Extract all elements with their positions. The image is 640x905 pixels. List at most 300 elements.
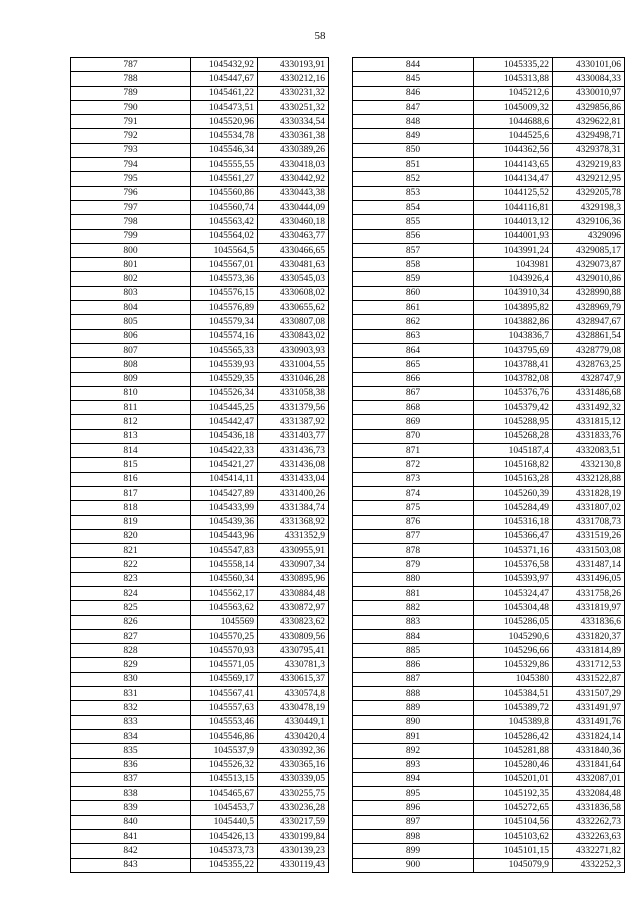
x-coordinate-cell: 1045335,22 xyxy=(474,58,553,72)
point-number-cell: 814 xyxy=(71,444,191,458)
y-coordinate-cell: 4330236,28 xyxy=(258,801,329,815)
x-coordinate-cell: 1045380 xyxy=(474,672,553,686)
point-number-cell: 819 xyxy=(71,515,191,529)
table-row xyxy=(353,615,625,629)
table-row xyxy=(71,458,329,472)
point-number-cell: 816 xyxy=(71,472,191,486)
point-number-cell: 883 xyxy=(353,615,474,629)
x-coordinate-cell: 1045103,62 xyxy=(474,830,553,844)
table-row xyxy=(71,429,329,443)
y-coordinate-cell: 4331708,73 xyxy=(553,515,625,529)
x-coordinate-cell: 1045558,14 xyxy=(191,558,258,572)
point-number-cell: 839 xyxy=(71,801,191,815)
x-coordinate-cell: 1045379,42 xyxy=(474,401,553,415)
table-row xyxy=(71,715,329,729)
point-number-cell: 852 xyxy=(353,172,474,186)
x-coordinate-cell: 1045567,01 xyxy=(191,258,258,272)
x-coordinate-cell: 1045442,47 xyxy=(191,415,258,429)
table-row xyxy=(353,629,625,643)
table-row xyxy=(71,658,329,672)
x-coordinate-cell: 1045439,36 xyxy=(191,515,258,529)
table-row xyxy=(353,586,625,600)
x-coordinate-cell: 1045561,27 xyxy=(191,172,258,186)
x-coordinate-cell: 1045101,15 xyxy=(474,844,553,858)
y-coordinate-cell: 4330466,65 xyxy=(258,243,329,257)
y-coordinate-cell: 4329219,83 xyxy=(553,158,625,172)
point-number-cell: 832 xyxy=(71,701,191,715)
point-number-cell: 789 xyxy=(71,86,191,100)
table-row xyxy=(71,601,329,615)
table-row xyxy=(353,801,625,815)
x-coordinate-cell: 1045433,99 xyxy=(191,501,258,515)
y-coordinate-cell: 4330884,48 xyxy=(258,586,329,600)
y-coordinate-cell: 4330955,91 xyxy=(258,544,329,558)
y-coordinate-cell: 4332087,01 xyxy=(553,772,625,786)
table-row xyxy=(353,243,625,257)
y-coordinate-cell: 4330334,54 xyxy=(258,115,329,129)
table-row xyxy=(71,858,329,872)
point-number-cell: 812 xyxy=(71,415,191,429)
table-row xyxy=(71,515,329,529)
y-coordinate-cell: 4330781,3 xyxy=(258,658,329,672)
point-number-cell: 847 xyxy=(353,100,474,114)
x-coordinate-cell: 1045286,42 xyxy=(474,729,553,743)
y-coordinate-cell: 4331368,92 xyxy=(258,515,329,529)
y-coordinate-cell: 4329378,31 xyxy=(553,143,625,157)
table-row xyxy=(353,501,625,515)
table-row xyxy=(71,372,329,386)
table-row xyxy=(353,186,625,200)
y-coordinate-cell: 4328969,79 xyxy=(553,301,625,315)
table-row xyxy=(353,329,625,343)
x-coordinate-cell: 1045529,35 xyxy=(191,372,258,386)
table-row xyxy=(71,129,329,143)
x-coordinate-cell: 1045461,22 xyxy=(191,86,258,100)
point-number-cell: 831 xyxy=(71,687,191,701)
y-coordinate-cell: 4330443,38 xyxy=(258,186,329,200)
y-coordinate-cell: 4330903,93 xyxy=(258,343,329,357)
x-coordinate-cell: 1045104,56 xyxy=(474,815,553,829)
x-coordinate-cell: 1045427,89 xyxy=(191,486,258,500)
point-number-cell: 899 xyxy=(353,844,474,858)
x-coordinate-cell: 1045564,5 xyxy=(191,243,258,257)
y-coordinate-cell: 4331492,32 xyxy=(553,401,625,415)
table-row xyxy=(353,401,625,415)
y-coordinate-cell: 4331833,76 xyxy=(553,429,625,443)
point-number-cell: 790 xyxy=(71,100,191,114)
y-coordinate-cell: 4331387,92 xyxy=(258,415,329,429)
x-coordinate-cell: 1044525,6 xyxy=(474,129,553,143)
table-row xyxy=(71,572,329,586)
x-coordinate-cell: 1045520,96 xyxy=(191,115,258,129)
point-number-cell: 824 xyxy=(71,586,191,600)
table-row xyxy=(353,772,625,786)
y-coordinate-cell: 4331841,64 xyxy=(553,758,625,772)
y-coordinate-cell: 4331503,08 xyxy=(553,544,625,558)
x-coordinate-cell: 1043882,86 xyxy=(474,315,553,329)
x-coordinate-cell: 1045389,72 xyxy=(474,701,553,715)
x-coordinate-cell: 1045414,11 xyxy=(191,472,258,486)
table-row xyxy=(353,858,625,872)
table-row xyxy=(353,544,625,558)
x-coordinate-cell: 1045513,15 xyxy=(191,772,258,786)
y-coordinate-cell: 4330545,03 xyxy=(258,272,329,286)
table-row xyxy=(71,486,329,500)
table-row xyxy=(71,687,329,701)
x-coordinate-cell: 1045547,83 xyxy=(191,544,258,558)
point-number-cell: 813 xyxy=(71,429,191,443)
x-coordinate-cell: 1045389,8 xyxy=(474,715,553,729)
table-row xyxy=(71,615,329,629)
point-number-cell: 826 xyxy=(71,615,191,629)
y-coordinate-cell: 4330444,09 xyxy=(258,200,329,214)
point-number-cell: 833 xyxy=(71,715,191,729)
table-row xyxy=(71,315,329,329)
table-row xyxy=(71,72,329,86)
table-row xyxy=(353,672,625,686)
x-coordinate-cell: 1045574,16 xyxy=(191,329,258,343)
table-row xyxy=(71,401,329,415)
x-coordinate-cell: 1045563,42 xyxy=(191,215,258,229)
table-row xyxy=(71,415,329,429)
x-coordinate-cell: 1045560,86 xyxy=(191,186,258,200)
x-coordinate-cell: 1045384,51 xyxy=(474,687,553,701)
point-number-cell: 835 xyxy=(71,744,191,758)
point-number-cell: 890 xyxy=(353,715,474,729)
table-row xyxy=(71,801,329,815)
point-number-cell: 854 xyxy=(353,200,474,214)
table-row xyxy=(71,444,329,458)
table-row xyxy=(353,830,625,844)
x-coordinate-cell: 1044001,93 xyxy=(474,229,553,243)
point-number-cell: 871 xyxy=(353,444,474,458)
point-number-cell: 898 xyxy=(353,830,474,844)
x-coordinate-cell: 1045316,18 xyxy=(474,515,553,529)
point-number-cell: 836 xyxy=(71,758,191,772)
x-coordinate-cell: 1045422,33 xyxy=(191,444,258,458)
point-number-cell: 882 xyxy=(353,601,474,615)
table-row xyxy=(71,172,329,186)
y-coordinate-cell: 4331433,04 xyxy=(258,472,329,486)
point-number-cell: 801 xyxy=(71,258,191,272)
x-coordinate-cell: 1045546,86 xyxy=(191,729,258,743)
y-coordinate-cell: 4330361,38 xyxy=(258,129,329,143)
point-number-cell: 838 xyxy=(71,787,191,801)
point-number-cell: 893 xyxy=(353,758,474,772)
point-number-cell: 862 xyxy=(353,315,474,329)
point-number-cell: 869 xyxy=(353,415,474,429)
point-number-cell: 891 xyxy=(353,729,474,743)
x-coordinate-cell: 1045570,93 xyxy=(191,644,258,658)
point-number-cell: 817 xyxy=(71,486,191,500)
table-row xyxy=(71,729,329,743)
x-coordinate-cell: 1045553,46 xyxy=(191,715,258,729)
table-row xyxy=(353,115,625,129)
y-coordinate-cell: 4330420,4 xyxy=(258,729,329,743)
table-row xyxy=(71,529,329,543)
x-coordinate-cell: 1045571,05 xyxy=(191,658,258,672)
point-number-cell: 853 xyxy=(353,186,474,200)
point-number-cell: 805 xyxy=(71,315,191,329)
table-row xyxy=(71,844,329,858)
point-number-cell: 870 xyxy=(353,429,474,443)
y-coordinate-cell: 4328861,54 xyxy=(553,329,625,343)
table-row xyxy=(353,172,625,186)
y-coordinate-cell: 4329073,87 xyxy=(553,258,625,272)
table-row xyxy=(71,301,329,315)
y-coordinate-cell: 4328747,9 xyxy=(553,372,625,386)
table-row xyxy=(71,329,329,343)
point-number-cell: 849 xyxy=(353,129,474,143)
x-coordinate-cell: 1045453,7 xyxy=(191,801,258,815)
y-coordinate-cell: 4331840,36 xyxy=(553,744,625,758)
point-number-cell: 863 xyxy=(353,329,474,343)
x-coordinate-cell: 1045445,25 xyxy=(191,401,258,415)
y-coordinate-cell: 4330389,26 xyxy=(258,143,329,157)
x-coordinate-cell: 1045272,65 xyxy=(474,801,553,815)
point-number-cell: 787 xyxy=(71,58,191,72)
y-coordinate-cell: 4332083,51 xyxy=(553,444,625,458)
y-coordinate-cell: 4331436,08 xyxy=(258,458,329,472)
x-coordinate-cell: 1045421,27 xyxy=(191,458,258,472)
point-number-cell: 792 xyxy=(71,129,191,143)
point-number-cell: 830 xyxy=(71,672,191,686)
table-row xyxy=(353,100,625,114)
y-coordinate-cell: 4331519,26 xyxy=(553,529,625,543)
x-coordinate-cell: 1045564,02 xyxy=(191,229,258,243)
y-coordinate-cell: 4331820,37 xyxy=(553,629,625,643)
point-number-cell: 844 xyxy=(353,58,474,72)
x-coordinate-cell: 1045436,18 xyxy=(191,429,258,443)
point-number-cell: 887 xyxy=(353,672,474,686)
point-number-cell: 807 xyxy=(71,343,191,357)
x-coordinate-cell: 1045546,34 xyxy=(191,143,258,157)
point-number-cell: 879 xyxy=(353,558,474,572)
y-coordinate-cell: 4330615,37 xyxy=(258,672,329,686)
point-number-cell: 822 xyxy=(71,558,191,572)
point-number-cell: 825 xyxy=(71,601,191,615)
x-coordinate-cell: 1043926,4 xyxy=(474,272,553,286)
table-row xyxy=(353,358,625,372)
point-number-cell: 843 xyxy=(71,858,191,872)
point-number-cell: 793 xyxy=(71,143,191,157)
point-number-cell: 873 xyxy=(353,472,474,486)
point-number-cell: 860 xyxy=(353,286,474,300)
table-row xyxy=(353,715,625,729)
x-coordinate-cell: 1045079,9 xyxy=(474,858,553,872)
y-coordinate-cell: 4328947,67 xyxy=(553,315,625,329)
table-row xyxy=(71,758,329,772)
y-coordinate-cell: 4330807,08 xyxy=(258,315,329,329)
x-coordinate-cell: 1043795,69 xyxy=(474,343,553,357)
y-coordinate-cell: 4329856,86 xyxy=(553,100,625,114)
point-number-cell: 855 xyxy=(353,215,474,229)
y-coordinate-cell: 4330895,96 xyxy=(258,572,329,586)
point-number-cell: 800 xyxy=(71,243,191,257)
table-row xyxy=(353,515,625,529)
y-coordinate-cell: 4331436,73 xyxy=(258,444,329,458)
table-row xyxy=(71,772,329,786)
point-number-cell: 864 xyxy=(353,343,474,357)
table-row xyxy=(353,529,625,543)
table-row xyxy=(71,787,329,801)
x-coordinate-cell: 1045432,92 xyxy=(191,58,258,72)
x-coordinate-cell: 1045260,39 xyxy=(474,486,553,500)
table-row xyxy=(353,343,625,357)
y-coordinate-cell: 4331004,55 xyxy=(258,358,329,372)
y-coordinate-cell: 4328763,25 xyxy=(553,358,625,372)
point-number-cell: 799 xyxy=(71,229,191,243)
table-row xyxy=(71,386,329,400)
table-row xyxy=(71,701,329,715)
x-coordinate-cell: 1043895,82 xyxy=(474,301,553,315)
table-row xyxy=(353,758,625,772)
point-number-cell: 820 xyxy=(71,529,191,543)
x-coordinate-cell: 1045371,16 xyxy=(474,544,553,558)
table-row xyxy=(353,486,625,500)
y-coordinate-cell: 4331758,26 xyxy=(553,586,625,600)
y-coordinate-cell: 4331491,76 xyxy=(553,715,625,729)
point-number-cell: 850 xyxy=(353,143,474,157)
x-coordinate-cell: 1043836,7 xyxy=(474,329,553,343)
y-coordinate-cell: 4330655,62 xyxy=(258,301,329,315)
point-number-cell: 809 xyxy=(71,372,191,386)
y-coordinate-cell: 4331058,38 xyxy=(258,386,329,400)
y-coordinate-cell: 4330463,77 xyxy=(258,229,329,243)
point-number-cell: 877 xyxy=(353,529,474,543)
table-row xyxy=(353,158,625,172)
x-coordinate-cell: 1045296,66 xyxy=(474,644,553,658)
x-coordinate-cell: 1045192,35 xyxy=(474,787,553,801)
x-coordinate-cell: 1045526,34 xyxy=(191,386,258,400)
y-coordinate-cell: 4331491,97 xyxy=(553,701,625,715)
x-coordinate-cell: 1045373,73 xyxy=(191,844,258,858)
x-coordinate-cell: 1045286,05 xyxy=(474,615,553,629)
table-row xyxy=(353,744,625,758)
y-coordinate-cell: 4329010,86 xyxy=(553,272,625,286)
x-coordinate-cell: 1045560,34 xyxy=(191,572,258,586)
y-coordinate-cell: 4331712,53 xyxy=(553,658,625,672)
x-coordinate-cell: 1044688,6 xyxy=(474,115,553,129)
y-coordinate-cell: 4329198,3 xyxy=(553,200,625,214)
y-coordinate-cell: 4330199,84 xyxy=(258,830,329,844)
x-coordinate-cell: 1045560,74 xyxy=(191,200,258,214)
point-number-cell: 874 xyxy=(353,486,474,500)
point-number-cell: 894 xyxy=(353,772,474,786)
point-number-cell: 811 xyxy=(71,401,191,415)
table-row xyxy=(353,658,625,672)
point-number-cell: 804 xyxy=(71,301,191,315)
y-coordinate-cell: 4330010,97 xyxy=(553,86,625,100)
y-coordinate-cell: 4330084,33 xyxy=(553,72,625,86)
x-coordinate-cell: 1045569,17 xyxy=(191,672,258,686)
y-coordinate-cell: 4331836,58 xyxy=(553,801,625,815)
point-number-cell: 892 xyxy=(353,744,474,758)
x-coordinate-cell: 1043991,24 xyxy=(474,243,553,257)
point-number-cell: 885 xyxy=(353,644,474,658)
y-coordinate-cell: 4329205,78 xyxy=(553,186,625,200)
y-coordinate-cell: 4330460,18 xyxy=(258,215,329,229)
point-number-cell: 896 xyxy=(353,801,474,815)
y-coordinate-cell: 4328990,88 xyxy=(553,286,625,300)
x-coordinate-cell: 1045579,34 xyxy=(191,315,258,329)
y-coordinate-cell: 4330442,92 xyxy=(258,172,329,186)
point-number-cell: 875 xyxy=(353,501,474,515)
point-number-cell: 834 xyxy=(71,729,191,743)
y-coordinate-cell: 4330809,56 xyxy=(258,629,329,643)
y-coordinate-cell: 4331824,14 xyxy=(553,729,625,743)
y-coordinate-cell: 4331814,89 xyxy=(553,644,625,658)
point-number-cell: 796 xyxy=(71,186,191,200)
x-coordinate-cell: 1045573,36 xyxy=(191,272,258,286)
y-coordinate-cell: 4330795,41 xyxy=(258,644,329,658)
table-row xyxy=(71,358,329,372)
x-coordinate-cell: 1045324,47 xyxy=(474,586,553,600)
table-row xyxy=(71,558,329,572)
table-row xyxy=(71,229,329,243)
table-row xyxy=(353,444,625,458)
y-coordinate-cell: 4330193,91 xyxy=(258,58,329,72)
y-coordinate-cell: 4332271,82 xyxy=(553,844,625,858)
point-number-cell: 841 xyxy=(71,830,191,844)
table-row xyxy=(353,815,625,829)
table-row xyxy=(71,86,329,100)
point-number-cell: 806 xyxy=(71,329,191,343)
x-coordinate-cell: 1045465,67 xyxy=(191,787,258,801)
y-coordinate-cell: 4332128,88 xyxy=(553,472,625,486)
x-coordinate-cell: 1044134,47 xyxy=(474,172,553,186)
x-coordinate-cell: 1045168,82 xyxy=(474,458,553,472)
point-number-cell: 794 xyxy=(71,158,191,172)
table-row xyxy=(71,100,329,114)
x-coordinate-cell: 1045576,15 xyxy=(191,286,258,300)
x-coordinate-cell: 1045304,48 xyxy=(474,601,553,615)
table-row xyxy=(353,787,625,801)
y-coordinate-cell: 4330251,32 xyxy=(258,100,329,114)
x-coordinate-cell: 1044362,56 xyxy=(474,143,553,157)
table-row xyxy=(71,258,329,272)
point-number-cell: 798 xyxy=(71,215,191,229)
point-number-cell: 810 xyxy=(71,386,191,400)
table-row xyxy=(353,272,625,286)
x-coordinate-cell: 1045313,88 xyxy=(474,72,553,86)
y-coordinate-cell: 4331352,9 xyxy=(258,529,329,543)
y-coordinate-cell: 4330481,63 xyxy=(258,258,329,272)
y-coordinate-cell: 4331046,28 xyxy=(258,372,329,386)
x-coordinate-cell: 1044013,12 xyxy=(474,215,553,229)
point-number-cell: 829 xyxy=(71,658,191,672)
y-coordinate-cell: 4331819,97 xyxy=(553,601,625,615)
x-coordinate-cell: 1045281,88 xyxy=(474,744,553,758)
y-coordinate-cell: 4331836,6 xyxy=(553,615,625,629)
y-coordinate-cell: 4330574,8 xyxy=(258,687,329,701)
x-coordinate-cell: 1045376,58 xyxy=(474,558,553,572)
y-coordinate-cell: 4332130,8 xyxy=(553,458,625,472)
point-number-cell: 857 xyxy=(353,243,474,257)
table-row xyxy=(71,586,329,600)
point-number-cell: 802 xyxy=(71,272,191,286)
x-coordinate-cell: 1045355,22 xyxy=(191,858,258,872)
table-row xyxy=(353,644,625,658)
y-coordinate-cell: 4329096 xyxy=(553,229,625,243)
y-coordinate-cell: 4332252,3 xyxy=(553,858,625,872)
y-coordinate-cell: 4328779,08 xyxy=(553,343,625,357)
table-row xyxy=(353,572,625,586)
x-coordinate-cell: 1045576,89 xyxy=(191,301,258,315)
y-coordinate-cell: 4330119,43 xyxy=(258,858,329,872)
point-number-cell: 872 xyxy=(353,458,474,472)
point-number-cell: 876 xyxy=(353,515,474,529)
